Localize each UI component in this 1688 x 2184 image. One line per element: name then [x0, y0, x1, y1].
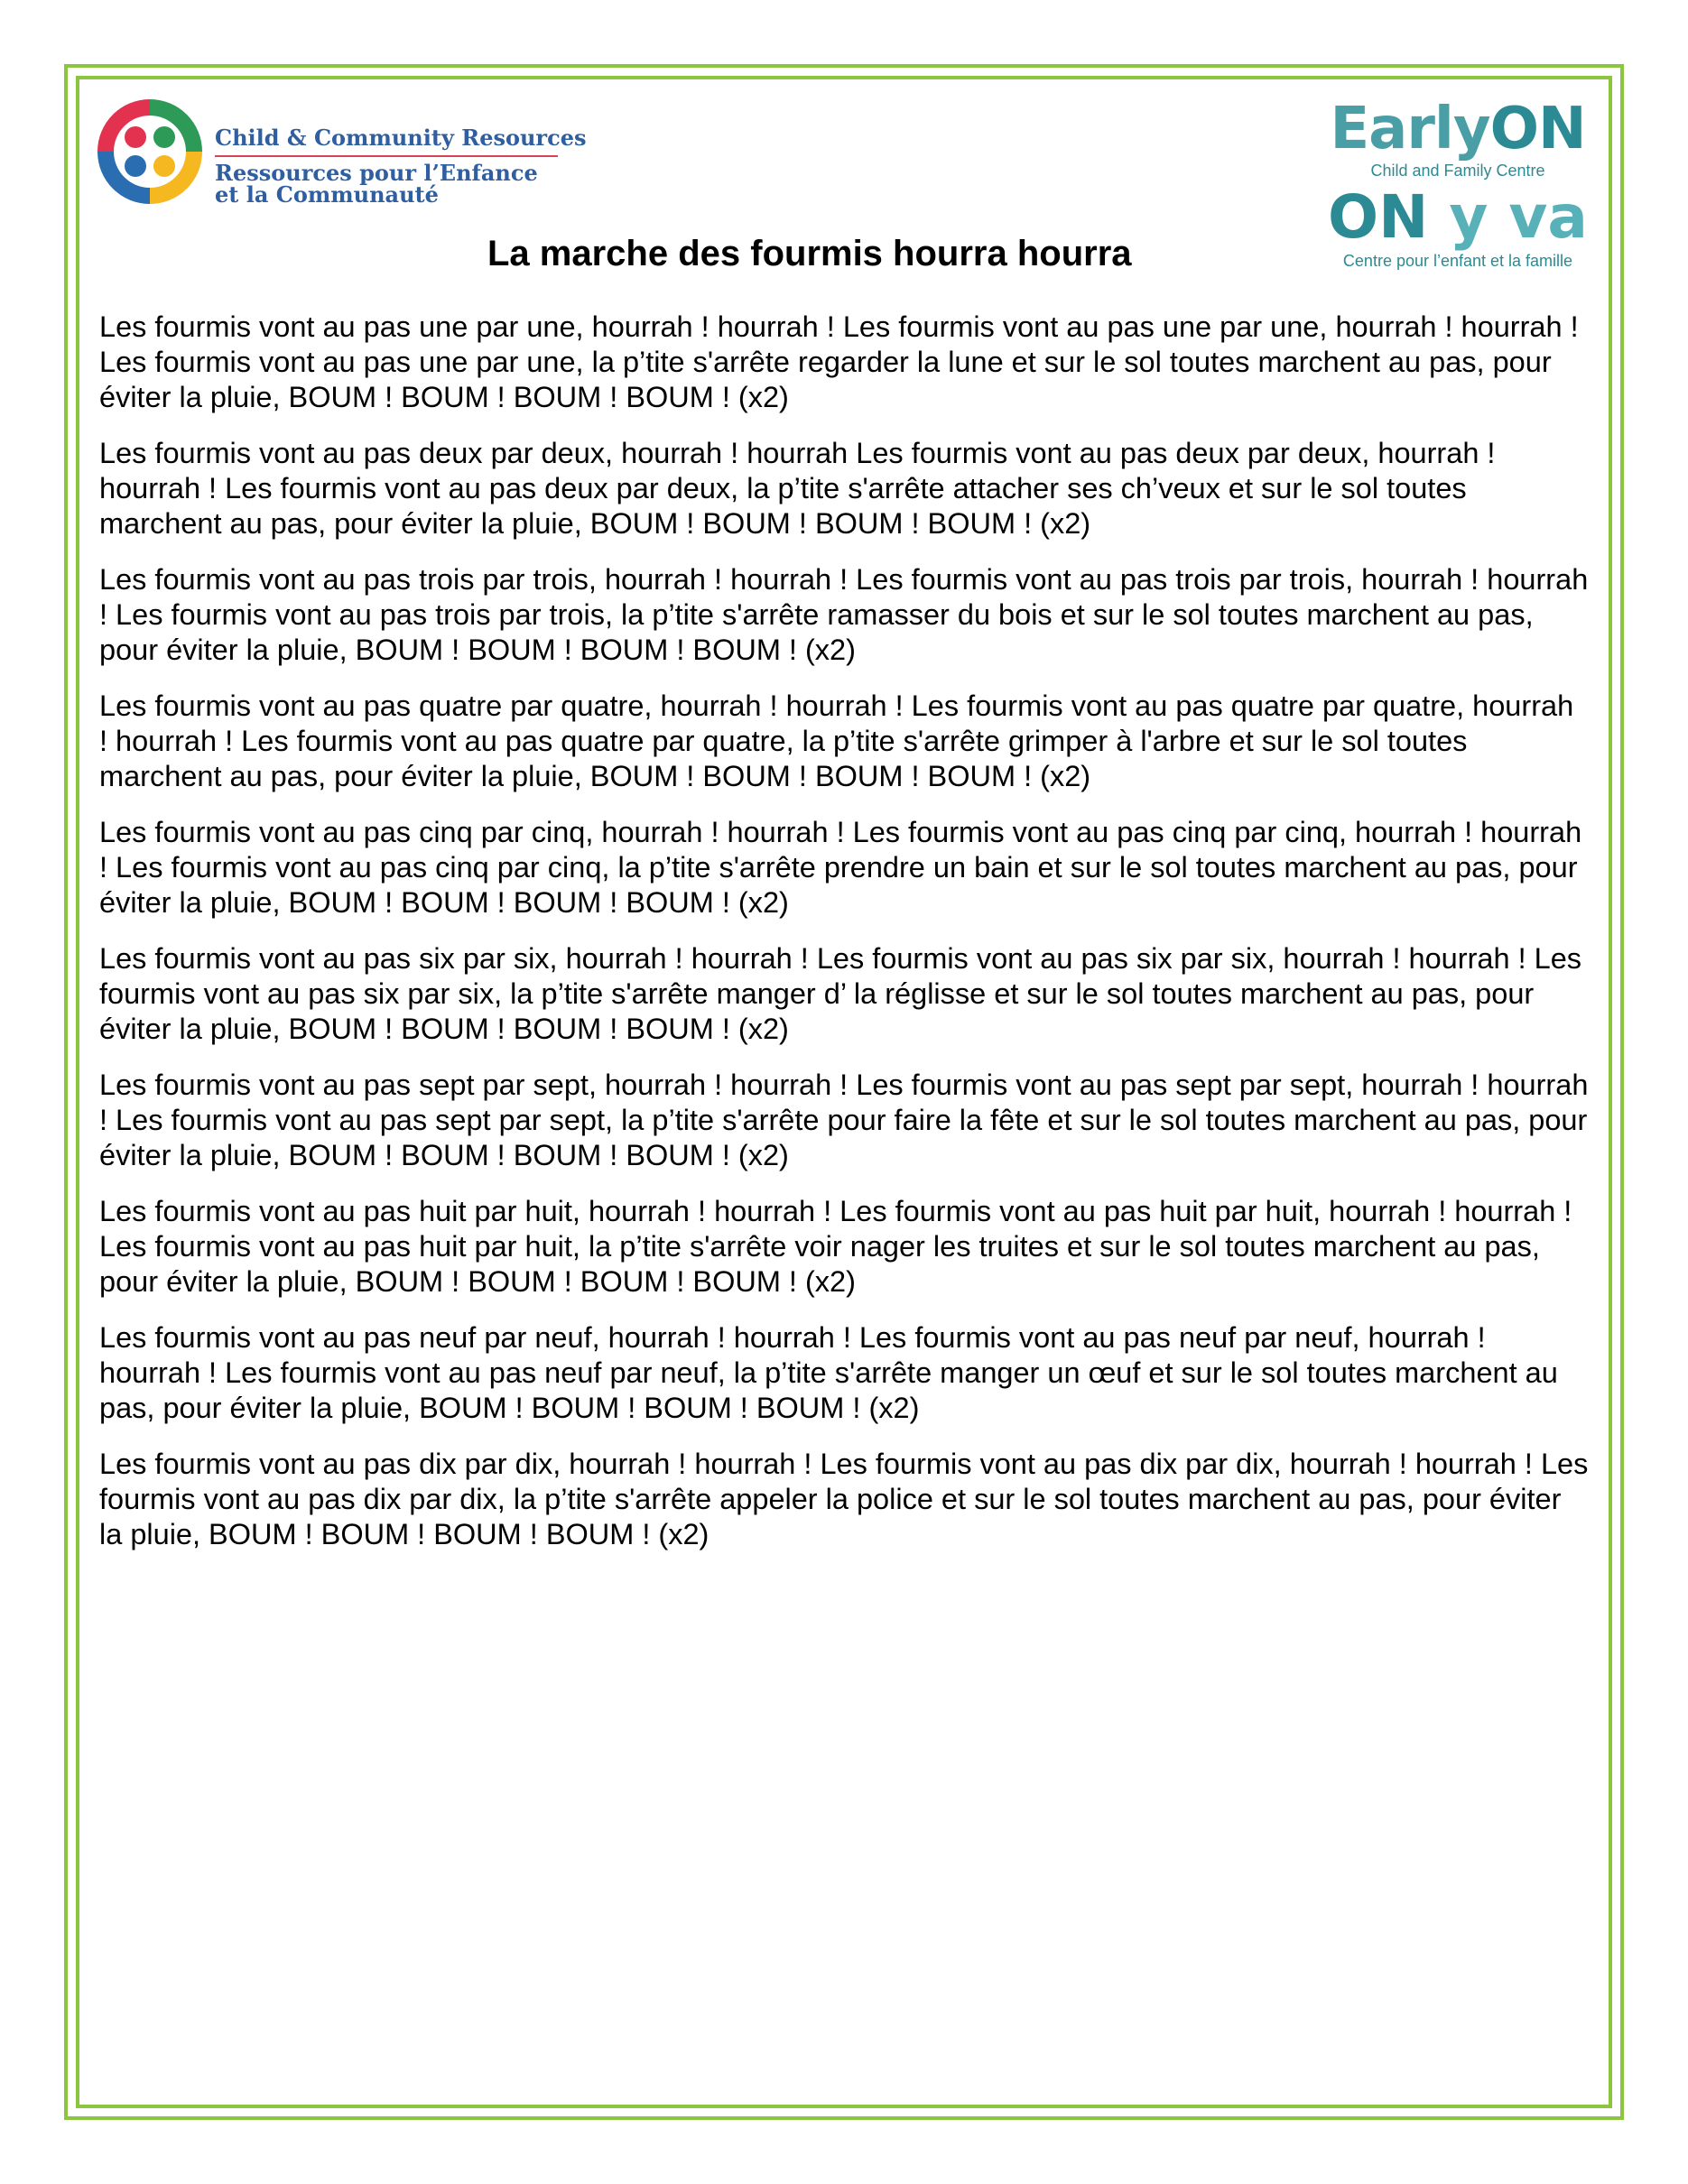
- ccr-name-fr-line2: et la Communauté: [215, 181, 439, 208]
- ccr-divider: [215, 155, 558, 157]
- earlyon-word-on: ON: [1489, 96, 1586, 162]
- earlyon-word-early: Early: [1330, 96, 1490, 162]
- ccr-name-fr-line1: Ressources pour l’Enfance: [215, 160, 538, 186]
- onyva-word-yva: y va: [1449, 182, 1588, 252]
- verse-7: Les fourmis vont au pas sept par sept, hourrah ! hourrah ! Les fourmis vont au pas sept par sept, hourrah ! hourrah ! Les fourmis vont au pas sept par sept, la p’tite s'arrête pour faire la fête et sur le sol toutes marchent au pas, pour éviter la pluie, BOUM ! BOUM ! BOUM ! BOUM ! (x2): [99, 1069, 1589, 1171]
- ccr-logo-mark-icon: [96, 97, 204, 206]
- verse-9: Les fourmis vont au pas neuf par neuf, hourrah ! hourrah ! Les fourmis vont au pas neuf par neuf, hourrah ! hourrah ! Les fourmis vont au pas neuf par neuf, la p’tite s'arrête manger un œuf et sur le sol toutes marchent au pas, pour éviter la pluie, BOUM ! BOUM ! BOUM ! BOUM ! (x2): [99, 1321, 1558, 1424]
- verse-5: Les fourmis vont au pas cinq par cinq, hourrah ! hourrah ! Les fourmis vont au pas cinq par cinq, hourrah ! hourrah ! Les fourmis vont au pas cinq par cinq, la p’tite s'arrête prendre un bain et sur le sol toutes marchent au pas, pour éviter la pluie, BOUM ! BOUM ! BOUM ! BOUM ! (x2): [99, 816, 1582, 919]
- onyva-subtitle: Centre pour l’enfant et la famille: [1342, 252, 1573, 270]
- verse-10: Les fourmis vont au pas dix par dix, hourrah ! hourrah ! Les fourmis vont au pas dix par dix, hourrah ! hourrah ! Les fourmis vont au pas dix par dix, la p’tite s'arrête appeler la police et sur le sol toutes marchent au pas, pour éviter la pluie, BOUM ! BOUM ! BOUM ! BOUM ! (x2): [99, 1448, 1589, 1550]
- earlyon-subtitle: Child and Family Centre: [1370, 162, 1545, 180]
- onyva-word-on: ON: [1328, 182, 1450, 252]
- ccr-name-en: Child & Community Resources: [215, 125, 587, 151]
- verse-3: Les fourmis vont au pas trois par trois, hourrah ! hourrah ! Les fourmis vont au pas trois par trois, hourrah ! hourrah ! Les fourmis vont au pas trois par trois, la p’tite s'arrête ramasser du bois et sur le sol toutes marchent au pas, pour éviter la pluie, BOUM ! BOUM ! BOUM ! BOUM ! (x2): [99, 563, 1589, 666]
- ccr-logo: [96, 97, 587, 215]
- lyrics-body: [99, 310, 1589, 1573]
- earlyon-wordmark: [1322, 97, 1593, 161]
- earlyon-logo: [1322, 97, 1593, 292]
- document-title: La marche des fourmis hourra hourra: [487, 234, 1132, 273]
- onyva-wordmark: [1322, 184, 1593, 251]
- verse-2: Les fourmis vont au pas deux par deux, hourrah ! hourrah Les fourmis vont au pas deux par deux, hourrah ! hourrah ! Les fourmis vont au pas deux par deux, la p’tite s'arrête attacher ses ch’veux et sur le sol toutes marchent au pas, pour éviter la pluie, BOUM ! BOUM ! BOUM ! BOUM ! (x2): [99, 437, 1496, 540]
- verse-4: Les fourmis vont au pas quatre par quatre, hourrah ! hourrah ! Les fourmis vont au pas quatre par quatre, hourrah ! hourrah ! Les fourmis vont au pas quatre par quatre, la p’tite s'arrête grimper à l'arbre et sur le sol toutes marchent au pas, pour éviter la pluie, BOUM ! BOUM ! BOUM ! BOUM ! (x2): [99, 689, 1574, 792]
- verse-1: Les fourmis vont au pas une par une, hourrah ! hourrah ! Les fourmis vont au pas une par une, hourrah ! hourrah ! Les fourmis vont au pas une par une, la p’tite s'arrête regarder la lune et sur le sol toutes marchent au pas, pour éviter la pluie, BOUM ! BOUM ! BOUM ! BOUM ! (x2): [99, 310, 1579, 413]
- verse-8: Les fourmis vont au pas huit par huit, hourrah ! hourrah ! Les fourmis vont au pas huit par huit, hourrah ! hourrah ! Les fourmis vont au pas huit par huit, la p’tite s'arrête voir nager les truites et sur le sol toutes marchent au pas, pour éviter la pluie, BOUM ! BOUM ! BOUM ! BOUM ! (x2): [99, 1195, 1572, 1298]
- verse-6: Les fourmis vont au pas six par six, hourrah ! hourrah ! Les fourmis vont au pas six par six, hourrah ! hourrah ! Les fourmis vont au pas six par six, la p’tite s'arrête manger d’ la réglisse et sur le sol toutes marchent au pas, pour éviter la pluie, BOUM ! BOUM ! BOUM ! BOUM ! (x2): [99, 942, 1582, 1045]
